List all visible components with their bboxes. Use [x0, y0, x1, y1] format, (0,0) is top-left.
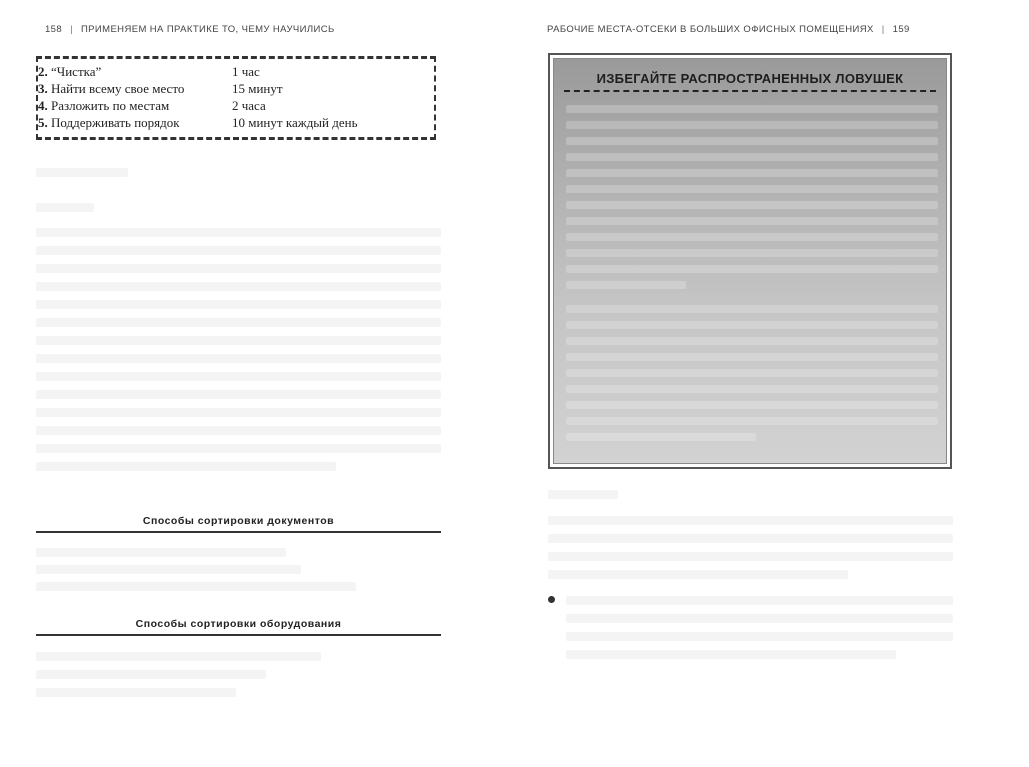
plan-step-task: “Чистка”: [51, 64, 102, 79]
faded-text-line: [566, 121, 938, 129]
pitfalls-title-rule: [564, 90, 936, 92]
faded-text-line: [566, 433, 756, 441]
faded-text-line: [566, 249, 938, 257]
faded-text-line: [36, 336, 441, 345]
faded-text-line: [566, 401, 938, 409]
left-running-head: [45, 24, 335, 35]
faded-text-line: [566, 632, 953, 641]
pitfalls-sidebar-panel: [553, 58, 947, 464]
faded-text-line: [36, 354, 441, 363]
faded-text-line: [36, 300, 441, 309]
faded-text-line: [548, 490, 618, 499]
faded-text-line: [36, 246, 441, 255]
plan-step-duration: 1 час: [232, 64, 260, 79]
running-head-separator: |: [70, 24, 73, 35]
faded-text-line: [36, 264, 441, 273]
left-running-title: ПРИМЕНЯЕМ НА ПРАКТИКЕ ТО, ЧЕМУ НАУЧИЛИСЬ: [80, 24, 335, 35]
faded-text-line: [548, 552, 953, 561]
heading-sort-equipment: Способы сортировки оборудования: [135, 618, 342, 630]
faded-text-line: [36, 688, 236, 697]
plan-step-number: 4.: [38, 98, 48, 113]
faded-text-line: [548, 570, 848, 579]
running-head-separator: |: [881, 24, 885, 35]
faded-text-line: [566, 353, 938, 361]
faded-text-line: [36, 408, 441, 417]
faded-text-line: [566, 417, 938, 425]
pitfalls-sidebar-title: ИЗБЕГАЙТЕ РАСПРОСТРАНЕННЫХ ЛОВУШЕК: [596, 71, 904, 86]
faded-text-line: [566, 169, 938, 177]
plan-step-number: 2.: [38, 64, 48, 79]
bullet-point: [548, 596, 555, 603]
left-page: [0, 0, 500, 767]
right-page-number: 159: [892, 24, 910, 35]
plan-step-task: Найти всему свое место: [51, 81, 185, 96]
plan-step-duration: 15 минут: [232, 81, 283, 96]
faded-text-line: [566, 185, 938, 193]
plan-step-task: Поддерживать порядок: [51, 115, 180, 130]
faded-text-line: [36, 390, 441, 399]
plan-step-duration: 10 минут каждый день: [232, 115, 358, 130]
right-running-title: РАБОЧИЕ МЕСТА-ОТСЕКИ В БОЛЬШИХ ОФИСНЫХ ПОМЕЩЕНИЯХ: [547, 24, 874, 35]
faded-text-line: [36, 652, 321, 661]
faded-text-line: [566, 201, 938, 209]
faded-text-line: [548, 534, 953, 543]
plan-step-number: 3.: [38, 81, 48, 96]
faded-text-line: [36, 582, 356, 591]
right-page: [514, 0, 1029, 767]
faded-text-line: [36, 168, 128, 177]
faded-text-line: [566, 137, 938, 145]
heading-sort-documents: Способы сортировки документов: [142, 515, 335, 527]
faded-text-line: [566, 596, 953, 605]
plan-row: [38, 81, 283, 97]
faded-text-line: [566, 281, 686, 289]
pitfalls-sidebar: [548, 53, 952, 469]
plan-row: [38, 115, 358, 131]
faded-text-line: [566, 217, 938, 225]
faded-text-line: [36, 670, 266, 679]
faded-text-line: [566, 233, 938, 241]
plan-step-task: Разложить по местам: [51, 98, 170, 113]
faded-text-line: [566, 369, 938, 377]
faded-text-line: [36, 565, 301, 574]
heading-rule: [36, 634, 441, 636]
right-running-head: [547, 24, 910, 35]
plan-row: [38, 64, 260, 80]
faded-text-line: [36, 462, 336, 471]
faded-text-line: [36, 228, 441, 237]
plan-row: [38, 98, 266, 114]
plan-step-number: 5.: [38, 115, 48, 130]
faded-text-line: [566, 153, 938, 161]
faded-text-line: [566, 265, 938, 273]
faded-text-line: [566, 321, 938, 329]
faded-text-line: [36, 372, 441, 381]
faded-text-line: [566, 105, 938, 113]
faded-text-line: [36, 282, 441, 291]
faded-text-line: [36, 426, 441, 435]
faded-text-line: [566, 650, 896, 659]
faded-text-line: [548, 516, 953, 525]
faded-text-line: [36, 444, 441, 453]
faded-text-line: [566, 385, 938, 393]
plan-step-duration: 2 часа: [232, 98, 266, 113]
faded-text-line: [566, 337, 938, 345]
faded-text-line: [36, 548, 286, 557]
left-page-number: 158: [45, 24, 63, 35]
faded-text-line: [36, 203, 94, 212]
heading-rule: [36, 531, 441, 533]
faded-text-line: [566, 305, 938, 313]
faded-text-line: [566, 614, 953, 623]
faded-text-line: [36, 318, 441, 327]
